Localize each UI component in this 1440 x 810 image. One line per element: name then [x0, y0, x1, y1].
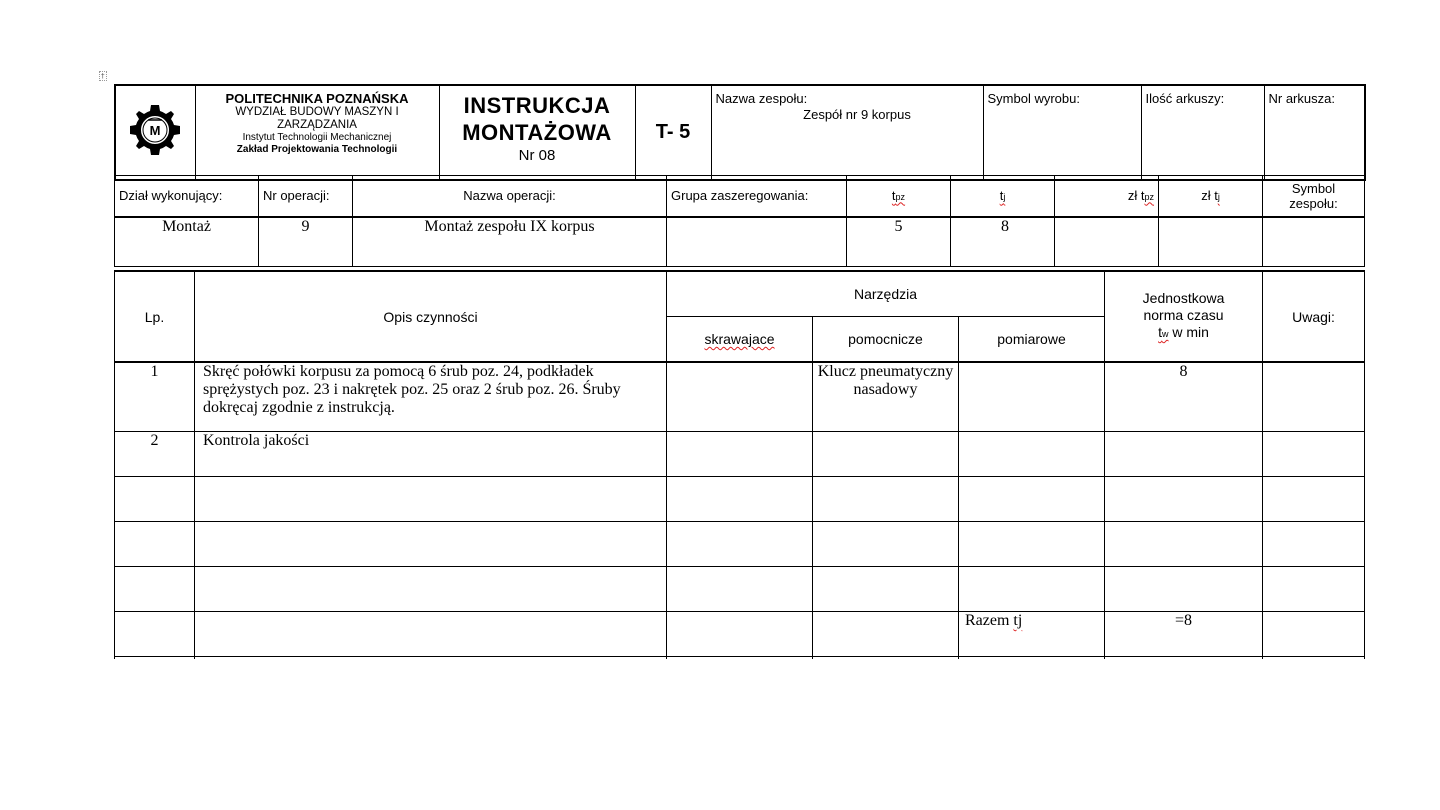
header-table [114, 84, 1366, 181]
row-auxiliary-tool[interactable] [813, 477, 959, 522]
time-norm-unit: w min [1168, 324, 1209, 340]
row-description[interactable] [195, 612, 667, 657]
row-cutting-tool[interactable] [667, 567, 813, 612]
total-label [959, 612, 1105, 657]
zl-tpz-label-cell [1055, 176, 1159, 218]
university-name: POLITECHNIKA POZNAŃSKA [225, 91, 409, 106]
row-auxiliary-tool[interactable] [813, 567, 959, 612]
document-title-cell [439, 85, 635, 180]
auxiliary-tools-header: pomocnicze [813, 317, 959, 363]
row-norm[interactable] [1105, 567, 1263, 612]
table-row [115, 567, 1365, 612]
department-name: Zakład Projektowania Technologii [236, 144, 398, 155]
group-value[interactable] [667, 217, 847, 267]
row-lp[interactable] [115, 567, 195, 612]
op-name-value[interactable]: Montaż zespołu IX korpus [353, 217, 667, 267]
product-symbol-label: Symbol wyrobu: [987, 91, 1080, 106]
assembly-name-cell[interactable] [711, 85, 983, 180]
row-remarks[interactable] [1263, 522, 1365, 567]
total-label-tj: tj [1013, 612, 1023, 629]
table-anchor-mark[interactable]: † [101, 72, 105, 80]
measuring-tools-header: pomiarowe [959, 317, 1105, 363]
row-lp[interactable] [115, 522, 195, 567]
table-row [115, 522, 1365, 567]
assembly-name-label: Nazwa zespołu: [715, 91, 808, 106]
row-lp[interactable]: 2 [115, 432, 195, 477]
table-row [115, 657, 1365, 660]
symbol-label: Symbol zespołu: [1263, 176, 1365, 218]
row-cutting-tool[interactable] [667, 477, 813, 522]
row-remarks[interactable] [1263, 612, 1365, 657]
row-auxiliary-tool [813, 657, 959, 660]
row-auxiliary-tool[interactable] [813, 432, 959, 477]
row-cutting-tool[interactable] [667, 432, 813, 477]
zl-tj-label: zł t [1201, 187, 1218, 203]
lp-header: Lp. [115, 271, 195, 362]
row-auxiliary-tool[interactable] [813, 522, 959, 567]
document-code: T- 5 [655, 121, 691, 143]
total-row [115, 612, 1365, 657]
row-lp [115, 657, 195, 660]
row-lp[interactable]: 1 [115, 362, 195, 432]
row-remarks[interactable] [1263, 477, 1365, 522]
sheet-count-cell[interactable] [1141, 85, 1264, 180]
row-lp[interactable] [115, 612, 195, 657]
symbol-value[interactable] [1263, 217, 1365, 267]
description-header: Opis czynności [195, 271, 667, 362]
sheet-count-label: Ilość arkuszy: [1145, 91, 1225, 106]
time-norm-line1: Jednostkowa [1142, 290, 1225, 306]
row-remarks[interactable] [1263, 362, 1365, 432]
logo-cell [115, 85, 195, 180]
operation-table [114, 175, 1365, 267]
remarks-header: Uwagi: [1263, 271, 1365, 362]
time-norm-sub: w [1162, 329, 1169, 339]
tj-value[interactable]: 8 [951, 217, 1055, 267]
zl-tpz-sub: pz [1144, 191, 1154, 202]
time-norm-t: t [1158, 324, 1162, 340]
row-norm[interactable] [1105, 522, 1263, 567]
row-description[interactable] [195, 477, 667, 522]
tj-label: t [999, 187, 1004, 203]
row-description[interactable] [195, 522, 667, 567]
row-measuring-tool[interactable] [959, 362, 1105, 432]
document-number: Nr 08 [518, 147, 556, 164]
row-norm[interactable] [1105, 477, 1263, 522]
zl-tj-sub: j [1217, 191, 1220, 202]
row-cutting-tool [667, 657, 813, 660]
row-description[interactable] [195, 567, 667, 612]
table-row [115, 432, 1365, 477]
tpz-sub: pz [895, 191, 906, 202]
row-description [195, 657, 667, 660]
table-row [115, 477, 1365, 522]
sheet-number-label: Nr arkusza: [1268, 91, 1335, 106]
university-logo-icon [127, 102, 183, 158]
table-row [115, 362, 1365, 432]
time-norm-header [1105, 271, 1263, 362]
zl-tj-value[interactable] [1159, 217, 1263, 267]
assembly-name-value: Zespół nr 9 korpus [803, 107, 911, 122]
row-lp[interactable] [115, 477, 195, 522]
row-norm[interactable]: 8 [1105, 362, 1263, 432]
activities-table [114, 270, 1365, 659]
tpz-label-cell [847, 176, 951, 218]
row-cutting-tool[interactable] [667, 612, 813, 657]
row-cutting-tool[interactable] [667, 362, 813, 432]
document-code-cell [635, 85, 711, 180]
row-remarks [1263, 657, 1365, 660]
row-measuring-tool [959, 657, 1105, 660]
document-title-line2: MONTAŻOWA [462, 120, 612, 145]
row-norm[interactable] [1105, 432, 1263, 477]
faculty-name: WYDZIAŁ BUDOWY MASZYN I ZARZĄDZANIA [235, 106, 399, 131]
institute-name: Instytut Technologii Mechanicznej [242, 132, 392, 143]
row-remarks[interactable] [1263, 567, 1365, 612]
cutting-tools-label: skrawajace [704, 331, 775, 347]
sheet-number-cell[interactable] [1264, 85, 1365, 180]
document-title-line1: INSTRUKCJA [463, 93, 611, 118]
row-measuring-tool[interactable] [959, 477, 1105, 522]
total-label-text: Razem [965, 612, 1014, 629]
row-description[interactable]: Kontrola jakości [195, 432, 667, 477]
dept-value[interactable]: Montaż [115, 217, 259, 267]
university-cell [195, 85, 439, 180]
cutting-tools-header [667, 317, 813, 363]
row-auxiliary-tool[interactable] [813, 612, 959, 657]
total-value: =8 [1105, 612, 1263, 657]
time-norm-line2: norma czasu [1143, 307, 1224, 323]
tpz-value[interactable]: 5 [847, 217, 951, 267]
tpz-label: t [891, 187, 896, 203]
tj-sub: j [1003, 191, 1006, 202]
row-measuring-tool[interactable] [959, 567, 1105, 612]
zl-tpz-value[interactable] [1055, 217, 1159, 267]
zl-tpz-label: zł t [1127, 187, 1145, 203]
row-cutting-tool[interactable] [667, 522, 813, 567]
op-name-label: Nazwa operacji: [353, 176, 667, 218]
svg-text:M: M [149, 123, 161, 138]
dept-label: Dział wykonujący: [115, 176, 259, 218]
row-remarks[interactable] [1263, 432, 1365, 477]
product-symbol-cell[interactable] [983, 85, 1141, 180]
op-nr-label: Nr operacji: [259, 176, 353, 218]
row-auxiliary-tool[interactable]: Klucz pneumatyczny nasadowy [813, 362, 959, 432]
row-measuring-tool[interactable] [959, 522, 1105, 567]
row-description[interactable]: Skręć połówki korpusu za pomocą 6 śrub poz. 24, podkładek sprężystych poz. 23 i nakrętek poz. 25 oraz 2 śrub poz. 26. Śruby dokręcaj zgodnie z instrukcją. [195, 362, 667, 432]
group-label: Grupa zaszeregowania: [667, 176, 847, 218]
row-norm [1105, 657, 1263, 660]
row-measuring-tool[interactable] [959, 432, 1105, 477]
tj-label-cell [951, 176, 1055, 218]
zl-tj-label-cell [1159, 176, 1263, 218]
tools-header: Narzędzia [667, 271, 1105, 317]
op-nr-value[interactable]: 9 [259, 217, 353, 267]
